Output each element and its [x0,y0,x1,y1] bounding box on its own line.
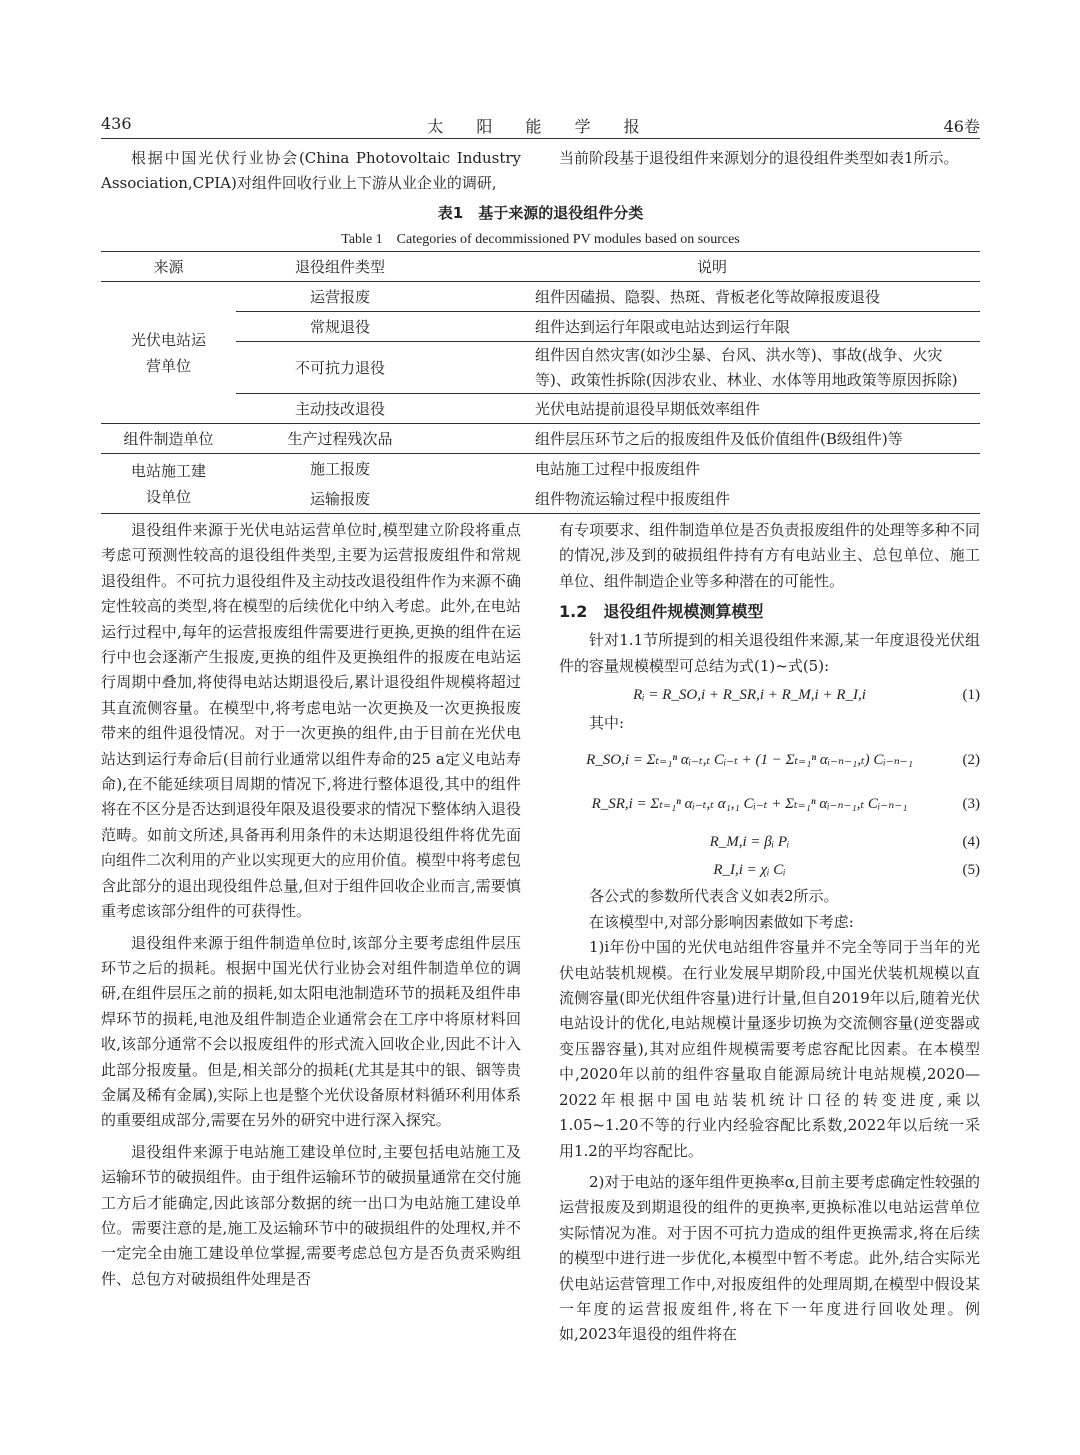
table-desc-cell: 组件因磕损、隐裂、热斑、背板老化等故障报废退役 [444,282,980,312]
volume-label: 46卷 [943,117,980,136]
intro-right-paragraph: 当前阶段基于退役组件来源划分的退役组件类型如表1所示。 [559,149,959,167]
body-paragraph: 2)对于电站的逐年组件更换率α,目前主要考虑确定性较强的运营报废及到期退役的组件的更换率,更换标准以电站运营单位实际情况为准。对于因不可抗力造成的组件更换需求,将在后续的模型中进行进一步优化,本模型中暂不考虑。此外,结合实际光伏电站运营管理工作中,对报废组件的处理周期,在模型中假设某一年度的运营报废组件,将在下一年度进行回收处理。例如,2023年退役的组件将在 [559,1172,980,1344]
body-paragraph: 退役组件来源于组件制造单位时,该部分主要考虑组件层压环节之后的损耗。根据中国光伏行业协会对组件制造单位的调研,在组件层压之前的损耗,如太阳电池制造环节的损耗及组件串焊环节的损耗,电池及组件制造企业通常会在工序中将原材料回收,该部分通常不会以报废组件的形式流入回收企业,因此不计入此部分报废量。但是,相关部分的损耗(尤其是其中的银、铟等贵金属及稀有金属),实际上也是整个光伏设备原材料循环利用体系的重要组成部分,需要在另外的研究中进行深入探究。 [101,933,521,1130]
right-column [559,518,980,1348]
table-type-cell: 常规退役 [236,312,444,342]
equation-2-formula: R_SO,i = Σₜ₌₁ⁿ αᵢ₋ₜ,ₜ Cᵢ₋ₜ + (1 − Σₜ₌₁ⁿ αᵢ₋ₙ₋₁,ₜ) Cᵢ₋ₙ₋₁ [586,752,913,769]
equation-2 [559,736,980,784]
page-number: 436 [101,114,132,133]
journal-title: 太 阳 能 学 报 [427,117,654,136]
equation-1-formula: Rᵢ = R_SO,i + R_SR,i + R_M,i + R_I,i [633,687,866,704]
table-row [101,424,980,454]
equation-1-number: (1) [962,687,980,704]
table-source-cell: 组件制造单位 [101,424,236,454]
table-type-cell: 主动技改退役 [236,394,444,424]
table-desc-cell: 电站施工过程中报废组件 [535,460,701,479]
body-paragraph: 1)i年份中国的光伏电站组件容量并不完全等同于当年的光伏电站装机规模。在行业发展早期阶段,中国光伏装机规模以直流侧容量(即光伏组件容量)进行计量,但自2019年以后,随着光伏电站设计的优化,电站规模计量逐步切换为交流侧容量(逆变器或变压器容量),其对应组件规模需要考虑容配比因素。在本模型中,2020年以前的组件容量取自能源局统计电站规模,2020—2022年根据中国电站装机统计口径的转变进度,乘以1.05~1.20不等的行业内经验容配比系数,2022年以后统一采用1.2的平均容配比。 [559,938,980,1160]
equation-5-formula: R_I,i = χᵢ Cᵢ [713,862,786,879]
table-row [101,282,980,312]
equation-4-formula: R_M,i = βᵢ Pᵢ [709,834,790,851]
body-paragraph: 在该模型中,对部分影响因素做如下考虑: [589,912,854,931]
table-row [101,454,980,484]
table-source-cell: 电站施工建设单位 [101,454,236,514]
table-header-row [101,252,980,282]
section-heading: 1.2 退役组件规模测算模型 [559,602,764,622]
table-type-cell: 施工报废 [309,460,370,479]
table-header: 来源 [153,258,184,276]
body-paragraph: 各公式的参数所代表含义如表2所示。 [589,887,839,906]
equation-3-number: (3) [962,796,980,813]
left-column [101,518,521,1292]
equation-4 [559,826,980,854]
where-label: 其中: [589,714,625,733]
table-desc-cell: 组件达到运行年限或电站达到运行年限 [444,312,980,342]
equation-3-formula: R_SR,i = Σₜ₌₁ⁿ αᵢ₋ₜ,ₜ α₁,₁ Cᵢ₋ₜ + Σₜ₌₁ⁿ αᵢ₋ₙ₋₁,ₜ Cᵢ₋ₙ₋₁ [591,796,908,813]
table-type-cell: 生产过程残次品 [236,424,444,454]
body-paragraph: 针对1.1节所提到的相关退役组件来源,某一年度退役光伏组件的容量规模模型可总结为式(1)~式(5): [559,631,980,675]
intro-left-paragraph: 根据中国光伏行业协会(China Photovoltaic Industry Association,CPIA)对组件回收行业上下游从业企业的调研, [101,149,521,193]
table-title-en: Table 1 Categories of decommissioned PV modules based on sources [341,232,740,247]
table-desc-cell: 光伏电站提前退役早期低效率组件 [444,394,980,424]
body-paragraph: 有专项要求、组件制造单位是否负责报废组件的处理等多种不同的情况,涉及到的破损组件持有方有电站业主、总包单位、施工单位、组件制造企业等多种潜在的可能性。 [559,521,980,590]
equation-4-number: (4) [962,834,980,851]
table-header: 退役组件类型 [294,258,385,276]
body-paragraph: 退役组件来源于电站施工建设单位时,主要包括电站施工及运输环节的破损组件。由于组件运输环节的破损量通常在交付施工方后才能确定,因此该部分数据的统一出口为电站施工建设单位。需要注意的是,施工及运输环节中的破损组件的处理权,并不一定完全由施工建设单位掌握,需要考虑总包方是否负责采购组件、总包方对破损组件处理是否 [101,1142,522,1288]
table-desc-cell: 组件因自然灾害(如沙尘暴、台风、洪水等)、事故(战争、火灾等)、政策性拆除(因涉农业、林业、水体等用地政策等原因拆除) [444,342,980,394]
table-type-cell: 运营报废 [236,282,444,312]
equation-2-number: (2) [962,752,980,769]
equation-5 [559,854,980,884]
table-1 [101,251,980,514]
table-header: 说明 [696,258,727,276]
table-type-cell: 运输报废 [236,484,444,514]
table-type-cell: 不可抗力退役 [236,342,444,394]
table-source-cell: 光伏电站运营单位 [101,282,236,424]
intro-right [559,146,980,171]
header-rule [101,138,980,139]
intro-left [101,146,521,197]
body-paragraph: 退役组件来源于光伏电站运营单位时,模型建立阶段将重点考虑可预测性较高的退役组件类型,主要为运营报废组件和常规退役组件。不可抗力退役组件及主动技改退役组件作为来源不确定性较高的类型,将在模型的后续优化中纳入考虑。此外,在电站运行过程中,每年的运营报废组件需要进行更换,更换的组件在运行中也会逐渐产生报废,更换的组件及更换组件的报废在电站运行周期中叠加,将使得电站达期退役后,累计退役组件规模将超过其直流侧容量。在模型中,将考虑电站一次更换及一次更换报废带来的组件退役情况。对于一次更换的组件,由于目前在光伏电站达到运行寿命后(目前行业通常以组件寿命的25 a定义电站寿命),在不能延续项目周期的情况下,将进行整体退役,其中的组件将在不区分是否达到退役年限及退役要求的情况下整体纳入退役范畴。如前文所述,具备再利用条件的未达期退役组件将优先面向组件二次利用的产业以实现更大的应用价值。模型中将考虑包含此部分的退出现役组件总量,但对于组件回收企业而言,需要慎重考虑该部分组件的可获得性。 [101,521,522,921]
table-desc-cell: 组件层压环节之后的报废组件及低价值组件(B级组件)等 [444,424,980,454]
table-title-cn: 表1 基于来源的退役组件分类 [437,204,644,222]
equation-1 [559,679,980,711]
equation-5-number: (5) [962,862,980,879]
table-desc-cell: 组件物流运输过程中报废组件 [444,484,980,514]
equation-3 [559,784,980,826]
